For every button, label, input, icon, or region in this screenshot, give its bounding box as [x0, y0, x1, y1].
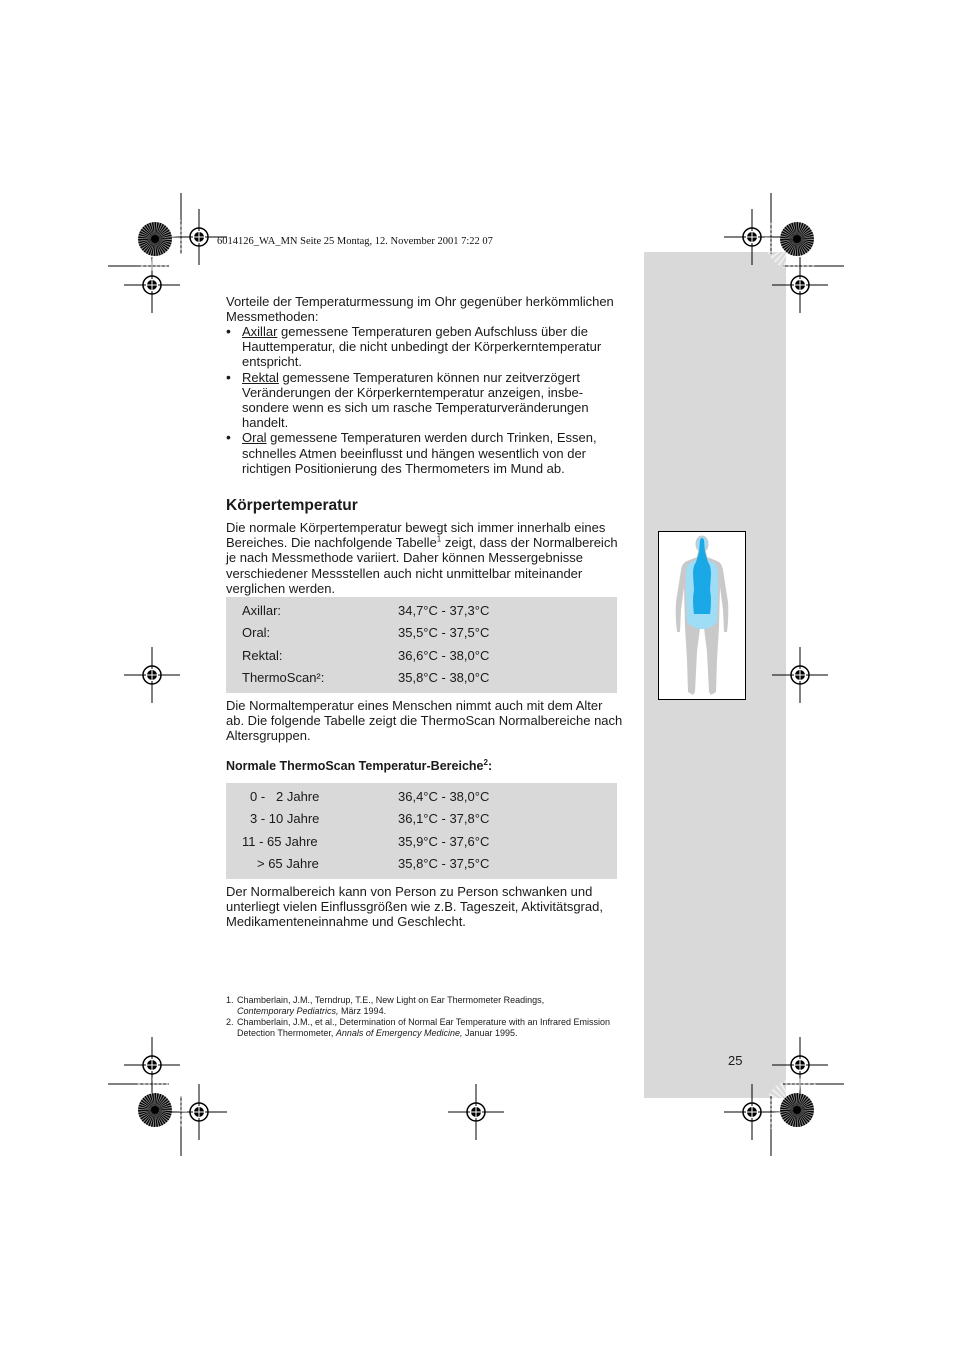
row-value: 35,9°C - 37,6°C	[398, 834, 490, 849]
row-label: ThermoScan²:	[242, 670, 325, 685]
row-label: 0 - 2 Jahre	[250, 789, 320, 804]
body-illustration	[658, 531, 746, 700]
row-value: 36,6°C - 38,0°C	[398, 648, 490, 663]
footnote-text: Chamberlain, J.M., Terndrup, T.E., New Light on Ear Thermometer Readings,	[237, 995, 545, 1005]
footnote-ref: 2	[483, 757, 488, 767]
table-row	[226, 670, 617, 692]
paragraph-text: Die normale Körpertemperatur bewegt sich immer innerhalb eines Bereiches. Die nachfolgende Tabelle	[226, 520, 606, 551]
footnote-number: 1.	[226, 995, 234, 1005]
table-row	[226, 603, 617, 625]
table-row	[226, 811, 617, 833]
footnote-ref: 1	[436, 534, 442, 544]
row-value: 35,8°C - 37,5°C	[398, 856, 490, 871]
bullet-text: gemessene Temperaturen können nur zeitverzögert Veränderungen der Körperkerntemperatur anzeigen, insbe-sondere wenn es sich um rasche Temperaturveränderungen handelt.	[242, 369, 589, 431]
row-value: 35,8°C - 38,0°C	[398, 670, 490, 685]
body-paragraph: Die Normaltemperatur eines Menschen nimmt auch mit dem Alter ab. Die folgende Tabelle zeigt die ThermoScan Normalbereiche nach Altersgruppen.	[226, 698, 623, 744]
heading-tail: :	[487, 759, 493, 773]
table-row	[226, 834, 617, 856]
bullet-term: Oral	[242, 430, 267, 446]
row-label: Rektal:	[242, 648, 283, 663]
table-row	[226, 625, 617, 647]
footnote-text: Chamberlain, J.M., et al., Determination of Normal Ear Temperature with an Infrared Emission Detection Thermometer,	[237, 1017, 610, 1038]
row-value: 34,7°C - 37,3°C	[398, 603, 490, 618]
print-slug: 6014126_WA_MN Seite 25 Montag, 12. November 2001 7:22 07	[217, 236, 493, 247]
intro-text: Vorteile der Temperaturmessung im Ohr gegenüber herkömmlichen Messmethoden:	[226, 294, 614, 325]
bullet-term: Axillar	[242, 324, 278, 339]
advantages-list	[226, 324, 626, 476]
row-label: 11 - 65 Jahre	[242, 834, 318, 849]
list-item	[226, 370, 626, 431]
bullet-text: gemessene Temperaturen geben Aufschluss über die Hauttemperatur, die nicht unbedingt der Körperkerntemperatur entspricht.	[242, 324, 602, 370]
body-paragraph	[226, 520, 624, 596]
footnote-journal: Contemporary Pediatrics,	[237, 1006, 339, 1016]
row-label: > 65 Jahre	[257, 856, 319, 871]
table-heading	[226, 759, 492, 773]
table-row	[226, 789, 617, 811]
section-heading: Körpertemperatur	[226, 497, 358, 514]
footnote-journal: Annals of Emergency Medicine,	[335, 1028, 463, 1038]
page-number: 25	[728, 1053, 743, 1068]
table-row	[226, 648, 617, 670]
paragraph-text: zeigt, dass der Normalbereich je nach Messmethode variiert. Daher können Messergebnisse verschiedener Messstellen auch nicht unmittelbar miteinander verglichen werden.	[226, 535, 618, 596]
row-label: Oral:	[242, 625, 271, 640]
bullet-term: Rektal	[242, 369, 279, 385]
heading-text: Normale ThermoScan Temperatur-Bereiche	[226, 759, 484, 773]
method-temperature-table	[226, 597, 617, 693]
body-paragraph: Der Normalbereich kann von Person zu Person schwanken und unterliegt vielen Einflussgrößen wie z.B. Tageszeit, Aktivitätsgrad, Medikamenteneinnahme und Geschlecht.	[226, 884, 603, 930]
footnotes	[226, 995, 626, 1039]
list-item	[226, 324, 626, 370]
footnote	[226, 1017, 626, 1039]
footnote-number: 2.	[226, 1017, 234, 1027]
row-label: Axillar:	[242, 603, 282, 618]
row-label: 3 - 10 Jahre	[250, 811, 320, 826]
list-item	[226, 430, 626, 476]
footnote-text: Januar 1995.	[462, 1028, 518, 1038]
row-value: 36,4°C - 38,0°C	[398, 789, 490, 804]
age-temperature-table	[226, 783, 617, 879]
footnote	[226, 995, 626, 1017]
human-body-icon	[659, 532, 745, 699]
row-value: 36,1°C - 37,8°C	[398, 811, 490, 826]
table-row	[226, 856, 617, 878]
bullet-text: gemessene Temperaturen werden durch Trinken, Essen, schnelles Atmen beeinflusst und hängen wesentlich von der richtigen Positionierung des Thermometers im Mund ab.	[242, 430, 597, 476]
footnote-text: März 1994.	[338, 1006, 387, 1016]
row-value: 35,5°C - 37,5°C	[398, 625, 490, 640]
